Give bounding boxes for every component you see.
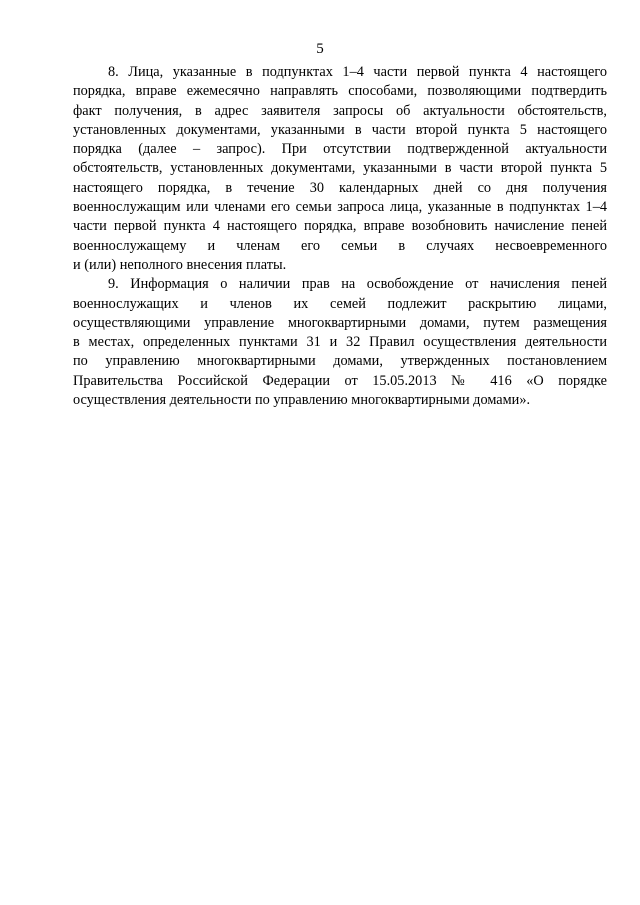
paragraph-line: осуществляющими управление многоквартирными домами, путем размещения bbox=[73, 314, 607, 331]
paragraph-8 bbox=[73, 63, 607, 275]
paragraph-line: установленных документами, указанными в части второй пункта 5 настоящего bbox=[73, 121, 607, 138]
page-number: 5 bbox=[316, 41, 324, 57]
paragraph-line: и (или) неполного внесения платы. bbox=[73, 256, 287, 273]
paragraph-line: порядка (далее – запрос). При отсутствии подтвержденной актуальности bbox=[73, 141, 607, 158]
paragraph-line: части первой пункта 4 настоящего порядка, вправе возобновить начисление пеней bbox=[73, 218, 607, 235]
paragraph-line: 8. Лица, указанные в подпунктах 1–4 части первой пункта 4 настоящего bbox=[108, 64, 607, 80]
paragraph-line: факт получения, в адрес заявителя запросы об актуальности обстоятельств, bbox=[73, 102, 607, 119]
paragraph-line: настоящего порядка, в течение 30 календарных дней со дня получения bbox=[73, 179, 607, 196]
paragraph-line: в местах, определенных пунктами 31 и 32 Правил осуществления деятельности bbox=[73, 334, 607, 351]
paragraph-9 bbox=[73, 275, 607, 410]
paragraph-line: Правительства Российской Федерации от 15.05.2013 № 416 «О порядке bbox=[73, 372, 607, 389]
document-body bbox=[73, 63, 607, 410]
paragraph-line: военнослужащих и членов их семей подлежит раскрытию лицами, bbox=[73, 295, 607, 312]
paragraph-line: порядка, вправе ежемесячно направлять способами, позволяющими подтвердить bbox=[73, 83, 607, 100]
paragraph-line: обстоятельств, установленных документами, указанными в части второй пункта 5 bbox=[73, 160, 607, 177]
paragraph-line: 9. Информация о наличии прав на освобождение от начисления пеней bbox=[108, 276, 607, 293]
paragraph-line: военнослужащим или членами его семьи запроса лица, указанные в подпунктах 1–4 bbox=[73, 199, 607, 216]
paragraph-line: военнослужащему и членам его семьи в случаях несвоевременного bbox=[73, 237, 607, 254]
paragraph-line: по управлению многоквартирными домами, утвержденных постановлением bbox=[73, 353, 607, 370]
paragraph-line: осуществления деятельности по управлению многоквартирными домами». bbox=[73, 392, 531, 409]
